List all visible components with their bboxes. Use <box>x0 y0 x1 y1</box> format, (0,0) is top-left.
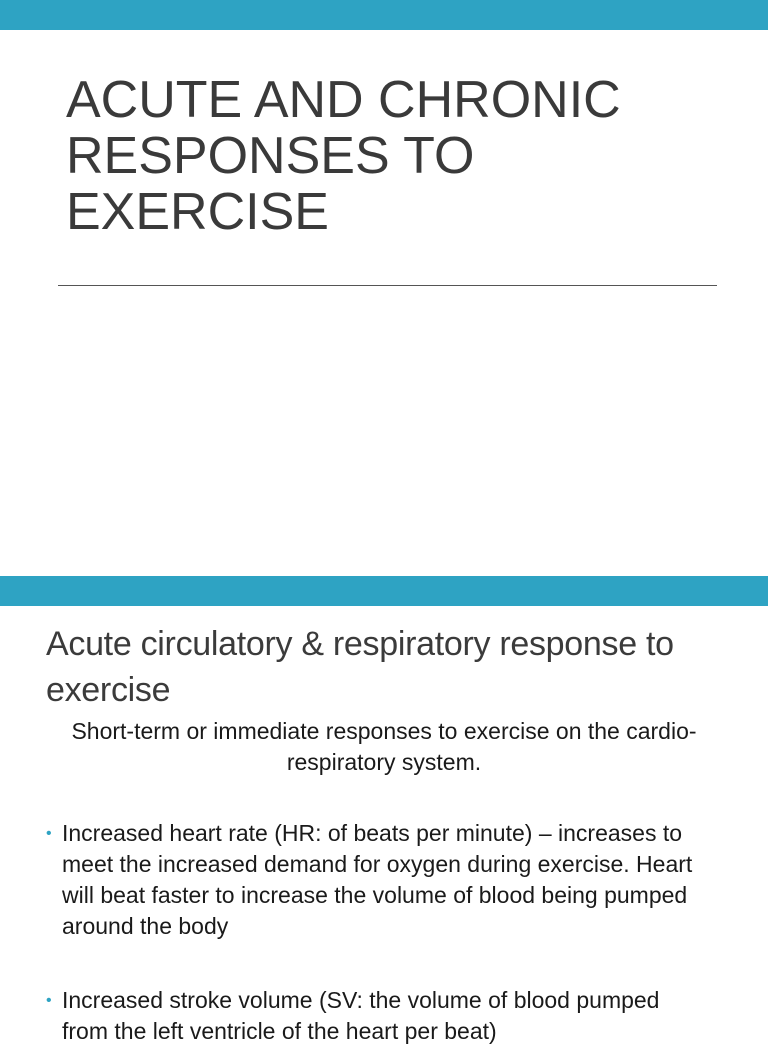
slide1-title: ACUTE AND CHRONIC RESPONSES TO EXERCISE <box>66 71 621 241</box>
slide1-header-bar <box>0 0 768 30</box>
bullet-marker: • <box>46 992 52 1009</box>
bullet-text: Increased heart rate (HR: of beats per minute) – increases to meet the increased demand for oxygen during exercise. Heart will beat faster to increase the volume of blood being pumped around the body <box>62 820 693 939</box>
slide2-header-bar <box>0 576 768 606</box>
slide2-intro-text: Short-term or immediate responses to exercise on the cardio-respiratory system. <box>71 718 697 775</box>
bullet-text: Increased stroke volume (SV: the volume of blood pumped from the left ventricle of the heart per beat) <box>62 987 660 1044</box>
title-divider <box>58 285 717 286</box>
slide2-title: Acute circulatory & respiratory response to exercise <box>46 625 674 709</box>
bullet-item <box>46 985 706 1047</box>
bullet-marker: • <box>46 825 52 842</box>
bullet-item <box>46 818 706 942</box>
